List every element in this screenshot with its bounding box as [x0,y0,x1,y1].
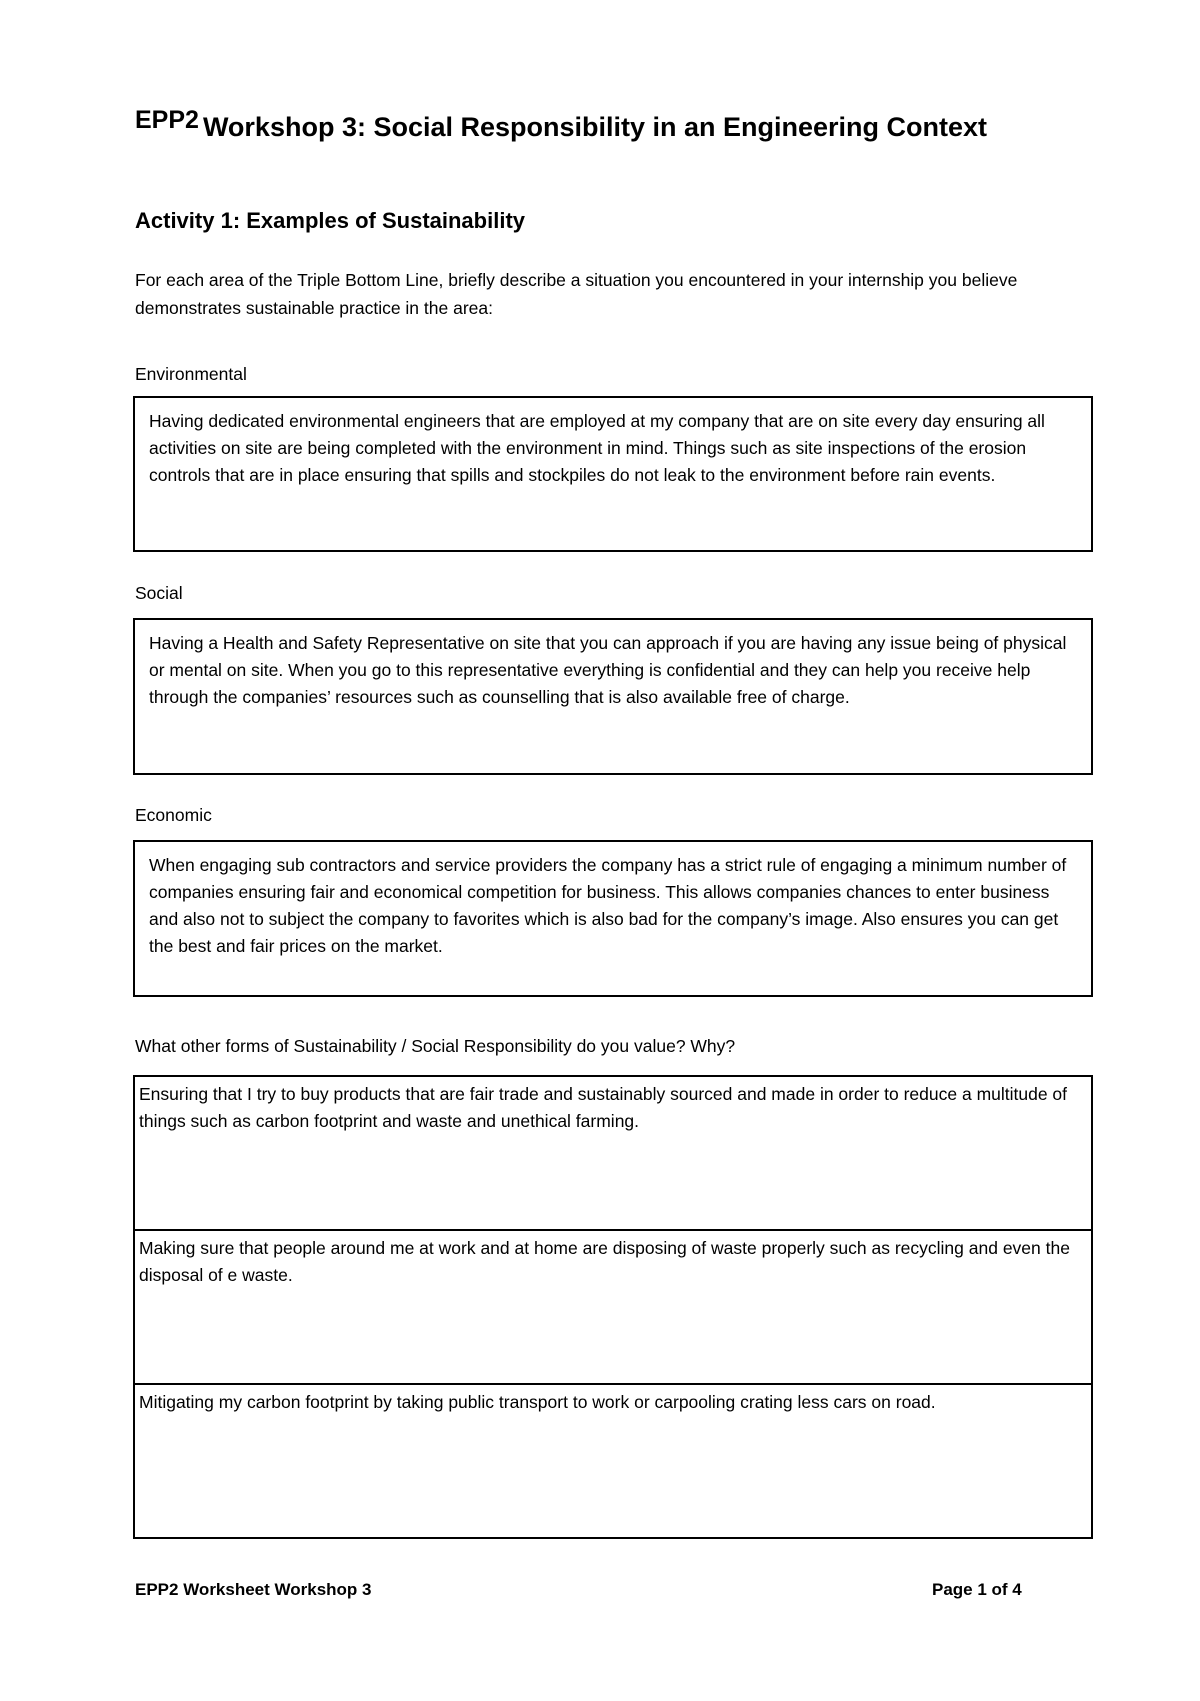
social-label: Social [135,583,183,603]
page-title: Workshop 3: Social Responsibility in an Engineering Context [202,112,988,142]
footer-document-name: EPP2 Worksheet Workshop 3 [135,1580,372,1599]
economic-label: Economic [135,805,212,825]
environmental-label: Environmental [135,364,247,384]
values-answer-cell[interactable]: Ensuring that I try to buy products that are fair trade and sustainably sourced and made in order to reduce a multitude of things such as carbon footprint and waste and unethical farming. [135,1077,1091,1231]
footer-page-number: Page 1 of 4 [932,1580,1022,1599]
values-answer-table [133,1075,1093,1539]
activity-instructions: For each area of the Triple Bottom Line, briefly describe a situation you encountered in your internship you believe demonstrates sustainable practice in the area: [135,270,1018,318]
environmental-answer-box[interactable]: Having dedicated environmental engineers that are employed at my company that are on site every day ensuring all activities on site are being completed with the environment in mind. Things such as site inspections of the erosion controls that are in place ensuring that spills and stockpiles do not leak to the environment before rain events. [133,396,1093,552]
course-code: EPP2 [135,106,199,134]
values-answer-cell[interactable]: Making sure that people around me at work and at home are disposing of waste properly such as recycling and even the disposal of e waste. [135,1231,1091,1385]
economic-answer-box[interactable]: When engaging sub contractors and service providers the company has a strict rule of engaging a minimum number of companies ensuring fair and economical competition for business. This allows companies chances to enter business and also not to subject the company to favorites which is also bad for the company’s image. Also ensures you can get the best and fair prices on the market. [133,840,1093,997]
social-answer-box[interactable]: Having a Health and Safety Representative on site that you can approach if you are having any issue being of physical or mental on site. When you go to this representative everything is confidential and they can help you receive help through the companies’ resources such as counselling that is also available free of charge. [133,618,1093,775]
values-answer-cell[interactable]: Mitigating my carbon footprint by taking public transport to work or carpooling crating less cars on road. [139,1392,936,1412]
document-header [135,106,988,143]
activity-title: Activity 1: Examples of Sustainability [135,208,526,233]
values-question: What other forms of Sustainability / Social Responsibility do you value? Why? [135,1036,736,1056]
